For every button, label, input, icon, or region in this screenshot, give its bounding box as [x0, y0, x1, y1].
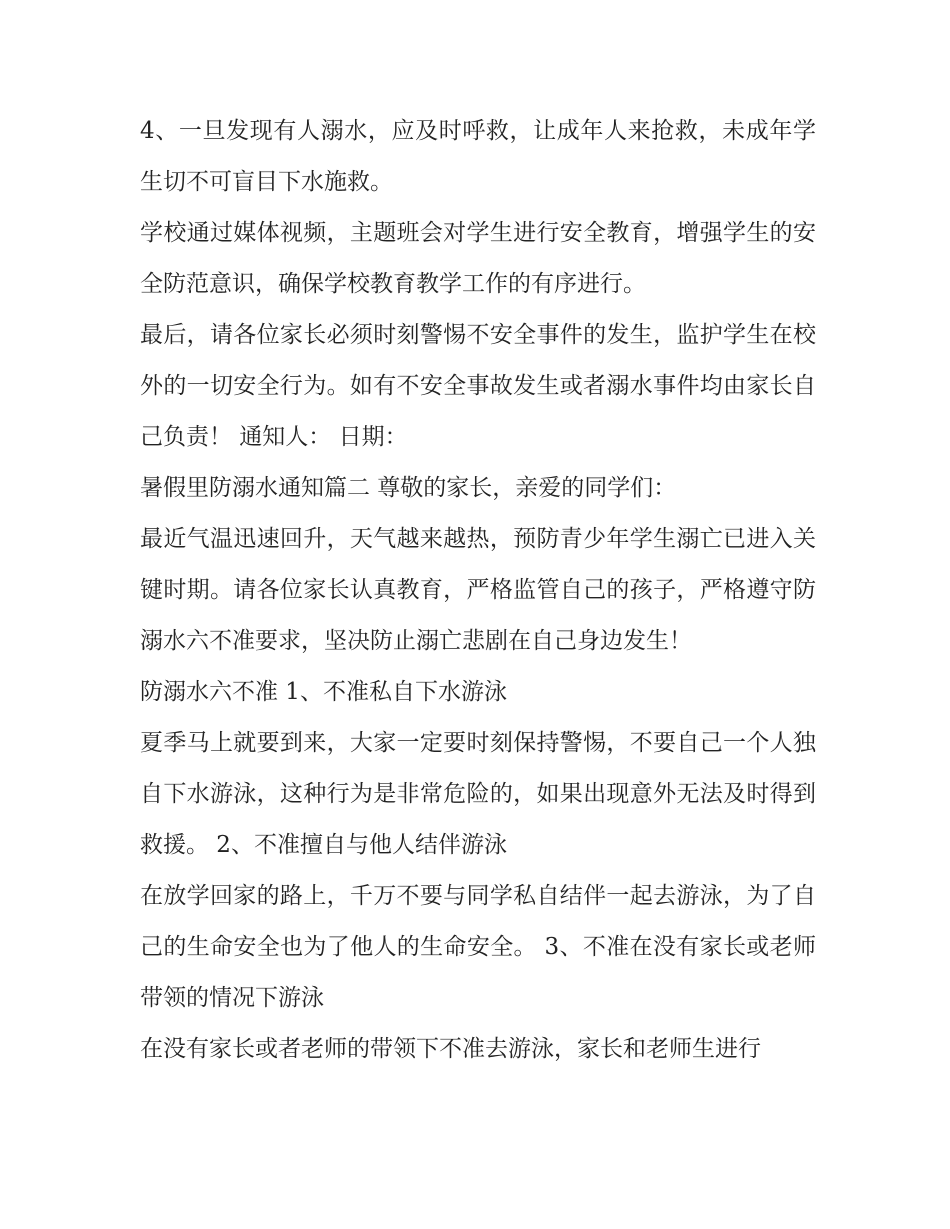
paragraph-6: 防溺水六不准 1、不准私自下水游泳: [140, 679, 507, 705]
paragraph-7: 夏季马上就要到来，大家一定要时刻保持警惕，不要自己一个人独自下水游泳，这种行为是非常危险的，如果出现意外无法及时得到救援。 2、不准擅自与他人结伴游泳: [140, 730, 816, 858]
paragraph-5: 最近气温迅速回升，天气越来越热，预防青少年学生溺亡已进入关键时期。请各位家长认真教育，严格监管自己的孩子，严格遵守防溺水六不准要求，坚决防止溺亡悲剧在自己身边发生！: [140, 526, 816, 654]
paragraph-2: 学校通过媒体视频，主题班会对学生进行安全教育，增强学生的安全防范意识，确保学校教育教学工作的有序进行。: [140, 220, 816, 297]
paragraph-4: 暑假里防溺水通知篇二 尊敬的家长，亲爱的同学们：: [140, 475, 677, 501]
paragraph-8: 在放学回家的路上，千万不要与同学私自结伴一起去游泳，为了自己的生命安全也为了他人的生命安全。 3、不准在没有家长或老师带领的情况下游泳: [140, 883, 816, 1011]
document-body: [140, 106, 816, 1075]
paragraph-1: 4、一旦发现有人溺水，应及时呼救，让成年人来抢救，未成年学生切不可盲目下水施救。: [140, 118, 816, 195]
paragraph-3: 最后，请各位家长必须时刻警惕不安全事件的发生，监护学生在校外的一切安全行为。如有不安全事故发生或者溺水事件均由家长自己负责！ 通知人： 日期：: [140, 322, 816, 450]
paragraph-9: 在没有家长或者老师的带领下不准去游泳，家长和老师生进行: [140, 1036, 761, 1062]
